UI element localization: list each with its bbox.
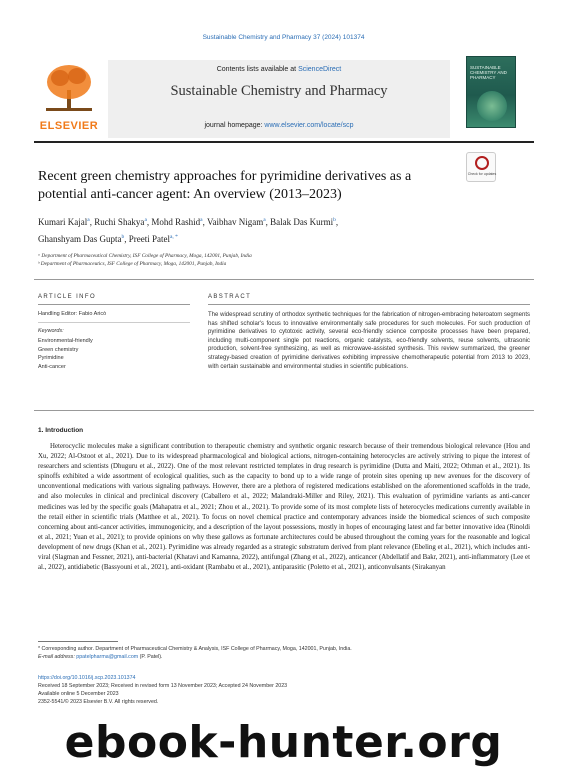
homepage-link[interactable]: www.elsevier.com/locate/scp (264, 122, 354, 129)
cover-title: SUSTAINABLE CHEMISTRY AND PHARMACY (470, 65, 507, 80)
article-info-divider (38, 304, 190, 305)
tree-icon (42, 62, 96, 114)
corresponding-author-note: * Corresponding author. Department of Pharmaceutical Chemistry & Analysis, ISF College of Pharmacy, Moga, 142001, Punjab, India. (38, 646, 352, 652)
doi-block (38, 674, 528, 706)
doi-link[interactable]: https://doi.org/10.1016/j.scp.2023.101374 (38, 675, 136, 681)
affiliations (38, 252, 518, 268)
abstract-heading: ABSTRACT (208, 294, 252, 300)
keywords-heading: Keywords: (38, 328, 64, 334)
author[interactable]: Preeti Patel$^{a, *}$ (128, 234, 178, 244)
handling-editor: Handling Editor: Fabio Aricò (38, 311, 107, 317)
author[interactable]: Kumari Kajal$^a$ (38, 217, 90, 227)
journal-cover[interactable] (466, 56, 516, 128)
keyword: Anti-cancer (38, 363, 66, 370)
copyright: 2352-5541/© 2023 Elsevier B.V. All rights reserved. (38, 699, 159, 705)
sciencedirect-link[interactable]: ScienceDirect (298, 66, 342, 73)
elsevier-logo (34, 56, 104, 138)
footnote (38, 645, 528, 661)
affiliation-b: ᵇ Department of Pharmaceutics, ISF College of Pharmacy, Moga, 142001, Punjab, India (38, 261, 227, 267)
journal-title: Sustainable Chemistry and Pharmacy (170, 83, 388, 99)
keyword: Environmental-friendly (38, 338, 93, 344)
section-divider (34, 279, 534, 280)
header-divider (34, 141, 534, 143)
leaf-icon (477, 91, 507, 121)
homepage-prefix: journal homepage: (204, 122, 265, 129)
check-updates-icon (475, 156, 489, 170)
abstract-bottom-divider (34, 410, 534, 411)
homepage-line (108, 122, 450, 129)
keyword: Pyrimidine (38, 355, 64, 361)
author-list: Kumari Kajal$^a$, Ruchi Shakya$^a$, Mohd Rashid$^a$, Vaibhav Nigam$^a$, Balak Das Kurmi$^b$, Ghanshyam Das Gupta$^b$, Preeti Patel$^{a, *}$ (38, 217, 339, 244)
keyword: Green chemistry (38, 346, 79, 353)
keywords-divider (38, 322, 190, 323)
email-line: E-mail address: ppatelpharma@gmail.com (P. Patel). (38, 654, 163, 660)
author[interactable]: Ghanshyam Das Gupta$^b$ (38, 234, 125, 244)
author[interactable]: Ruchi Shakya$^a$ (94, 217, 147, 227)
footnote-divider (38, 641, 118, 642)
publisher-name: ELSEVIER (39, 120, 99, 132)
author[interactable]: Mohd Rashid$^a$ (151, 217, 203, 227)
keyword-list (38, 337, 188, 371)
check-updates-label: Check for updates (467, 172, 497, 176)
contents-prefix: Contents lists available at (216, 66, 299, 73)
author[interactable]: Vaibhav Nigam$^a$ (206, 217, 266, 227)
abstract-divider (208, 304, 530, 305)
available-online: Available online 5 December 2023 (38, 691, 119, 697)
author[interactable]: Balak Das Kurmi$^b$ (270, 217, 336, 227)
email-link[interactable]: ppatelpharma@gmail.com (76, 654, 139, 660)
contents-line (108, 66, 450, 73)
article-info-heading: ARTICLE INFO (38, 294, 97, 300)
paper-title: Recent green chemistry approaches for pyrimidine derivatives as a potential anti-cancer agent: An overview (2013–2023) (38, 169, 412, 202)
received-dates: Received 18 September 2023; Received in revised form 13 November 2023; Accepted 24 November 2023 (38, 683, 288, 689)
section-heading-introduction: 1. Introduction (38, 427, 84, 434)
check-updates-button[interactable] (466, 152, 496, 182)
watermark: ebook-hunter.org (64, 717, 503, 768)
journal-reference[interactable]: Sustainable Chemistry and Pharmacy 37 (2024) 101374 (202, 34, 365, 41)
abstract-text: The widespread scrutiny of orthodox synthetic techniques for the fabrication of nitrogen-embracing heteroatom segments has shifted scholar's focus to innovative environmentally safe procedures for such molecules. For such production of pyrimidine derivatives to cytotoxic activity, several eco-friendly science composite processes have been prepared, including multi-component single pot reactions, organic catalysts, eco-friendly solvents, reuse solvents, ultrasonic production, solvent-free synthesizing, as well as microwave-assisted synthesis. This review summarized, the greener strategy-based creation of pyrimidine derivatives exhibiting impressive chemotherapeutic potential from 2013 to 2023, with certain sustainable and environmental studies in scientific publications. (208, 312, 530, 370)
affiliation-a: ᵃ Department of Pharmaceutical Chemistry, ISF College of Pharmacy, Moga, 142001, Punjab, India (38, 253, 252, 259)
introduction-body: Heterocyclic molecules make a significant contribution to therapeutic chemistry and synthetic organic research because of their tremendous biological relevance (Hou and Xu, 2022; Al-Ostoot et al., 2021). Due to its widespread pharmacological and biological actions, nitrogen-containing heterocycles are actively striving to pique the interest of researchers and scientists (Dhuguru et al., 2022). One of the most relevant restricted templates in drug research is pyrimidine (Dutta and Maiti, 2022; Othman et al., 2021). Its spinoffs exhibited a wide assortment of ecological qualities, such as the capacity to bond up to a wide range of protein sites opening up new avenues for the discovery of unconventional medications with various signaling pathways. However, there are a plethora of registered medications established on the aforementioned scaffolds in the trade, and also molecules in clinical and preclinical discovery (Caballero et al., 2022; Malandraki-Miller and Riley, 2021). This evaluation of pyrimidine variants as anti-cancer medicines was led by the specific goals (Mahapatra et al., 2021; Zhou et al., 2021). To provide some of its most complete lists of heterocycles medications currently available in the retail either in scientific trials (Matthee et al., 2021). To focus on novel chemical practice and contemporary advances inside the biomedical sciences of such composite concerning about anti-cancer activities, immunogenicity, and a description of the layout possessions, mostly in hopes of encouraging latest and far better innovative idea (Rinoldi et al., 2021; Yuan et al., 2021); to provide opinions on why these gallows as fortunate architectures could be abused throughout the coming years for the reasonable and logical development of new drugs (Khan et al., 2021). Pyrimidine was already regarded as a strategic substratum derived from plant relevance (Ebeling et al., 2021), which includes anti-viral (Slagman and Fessner, 2021), anti-bacterial (Khatavi and Kamanna, 2022), antifungal (Zhang et al., 2022), anticancer (Abdellatif and Bakr, 2021), anti-inflammatory (Lee et al., 2022), antidiabetic (Bassyouni et al., 2021), anti-oxidant (Rambabu et al., 2021), antiparasitic (Poletto et al., 2021), anticonvulsants (Sirakanyan (38, 443, 530, 572)
